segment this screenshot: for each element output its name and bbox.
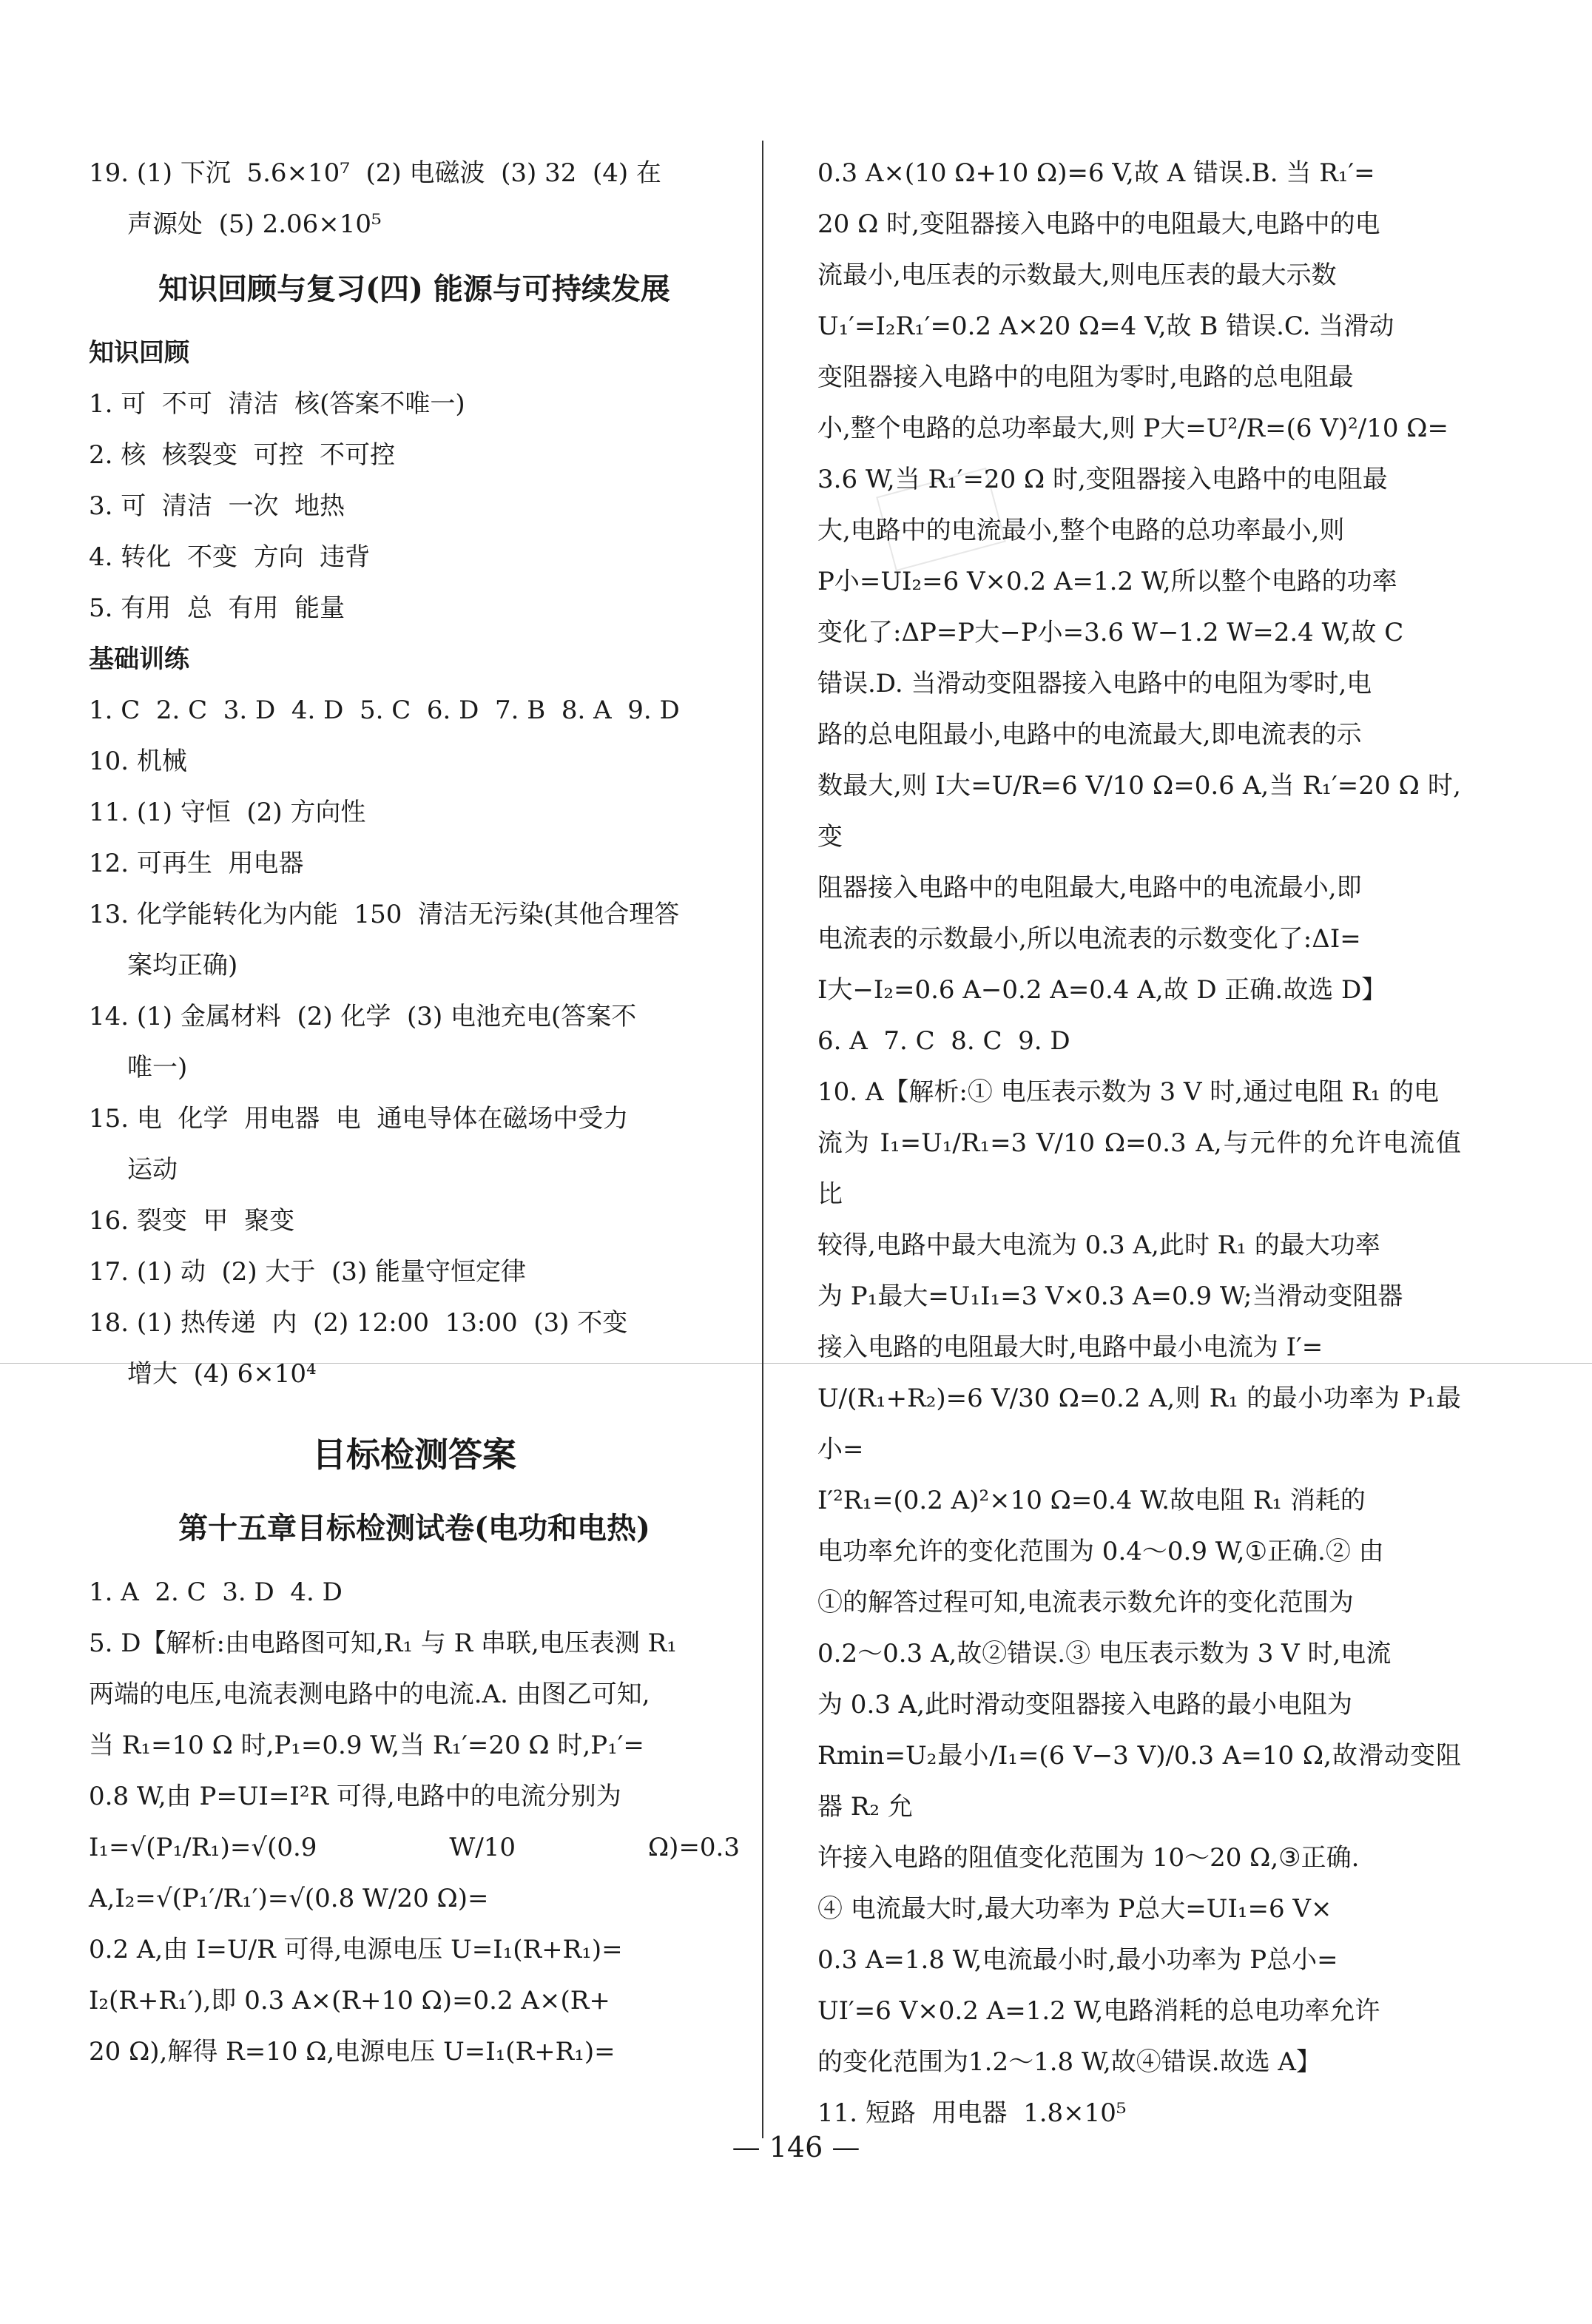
basic-answer: 16. 裂变 甲 聚变 (89, 1206, 295, 1236)
answer-10-line: Rmin=U₂最小/I₁=(6 V−3 V)/0.3 A=10 Ω,故滑动变阻器 R₂ 允 (817, 1741, 1461, 1822)
section-title: 知识回顾与复习(四) 能源与可持续发展 (158, 272, 670, 306)
answer-5-line: 20 Ω),解得 R=10 Ω,电源电压 U=I₁(R+R₁)= (89, 2037, 615, 2067)
review-answer: 5. 有用 总 有用 能量 (89, 593, 345, 623)
answer-5-line: 当 R₁=10 Ω 时,P₁=0.9 W,当 R₁′=20 Ω 时,P₁′= (89, 1731, 644, 1760)
basic-answer: 17. (1) 动 (2) 大于 (3) 能量守恒定律 (89, 1257, 527, 1287)
answer-5-cont: 变化了:ΔP=P大−P小=3.6 W−1.2 W=2.4 W,故 C (817, 618, 1404, 647)
answer-10-line: 为 P₁最大=U₁I₁=3 V×0.3 A=0.9 W;当滑动变阻器 (817, 1281, 1403, 1311)
answer-5-cont: U₁′=I₂R₁′=0.2 A×20 Ω=4 V,故 B 错误.C. 当滑动 (817, 311, 1394, 341)
answer-10-line: I′²R₁=(0.2 A)²×10 Ω=0.4 W.故电阻 R₁ 消耗的 (817, 1486, 1366, 1515)
basic-answer: 14. (1) 金属材料 (2) 化学 (3) 电池充电(答案不 (89, 1002, 637, 1031)
right-column (817, 148, 1461, 2139)
answer-5-cont: P小=UI₂=6 V×0.2 A=1.2 W,所以整个电路的功率 (817, 567, 1397, 596)
answer-10-line: 接入电路的电阻最大时,电路中最小电流为 I′= (817, 1333, 1323, 1362)
answer-10-line: 10. A【解析:① 电压表示数为 3 V 时,通过电阻 R₁ 的电 (817, 1077, 1439, 1107)
answer-10-line: ④ 电流最大时,最大功率为 P总大=UI₁=6 V× (817, 1894, 1332, 1924)
answer-5-line: 0.2 A,由 I=U/R 可得,电源电压 U=I₁(R+R₁)= (89, 1935, 623, 1964)
answer-10-line: ①的解答过程可知,电流表示数允许的变化范围为 (817, 1588, 1354, 1617)
answer-5-cont: 0.3 A×(10 Ω+10 Ω)=6 V,故 A 错误.B. 当 R₁′= (817, 158, 1375, 188)
basic-answer: 案均正确) (127, 951, 238, 980)
answer-10-line: 许接入电路的阻值变化范围为 10～20 Ω,③正确. (817, 1843, 1360, 1873)
answer-5-cont: 路的总电阻最小,电路中的电流最大,即电流表的示 (817, 720, 1362, 750)
answer-10-line: UI′=6 V×0.2 A=1.2 W,电路消耗的总电功率允许 (817, 1996, 1380, 2026)
answers-title: 目标检测答案 (312, 1435, 516, 1475)
basic-answer: 15. 电 化学 用电器 电 通电导体在磁场中受力 (89, 1104, 629, 1134)
answer-19-line2: 声源处 (5) 2.06×10⁵ (127, 209, 382, 239)
answer-5-cont: I大−I₂=0.6 A−0.2 A=0.4 A,故 D 正确.故选 D】 (817, 975, 1387, 1005)
answer-19-line1: 19. (1) 下沉 5.6×10⁷ (2) 电磁波 (3) 32 (4) 在 (89, 158, 661, 188)
answer-5-cont: 3.6 W,当 R₁′=20 Ω 时,变阻器接入电路中的电阻最 (817, 465, 1388, 494)
answer-5-line: 两端的电压,电流表测电路中的电流.A. 由图乙可知, (89, 1680, 650, 1709)
review-answer: 3. 可 清洁 一次 地热 (89, 491, 345, 521)
basic-answer: 运动 (127, 1155, 178, 1185)
answer-5-cont: 电流表的示数最小,所以电流表的示数变化了:ΔI= (817, 924, 1361, 954)
subheading-basic: 基础训练 (89, 644, 189, 674)
basic-answer: 唯一) (127, 1053, 188, 1082)
answer-5-cont: 数最大,则 I大=U/R=6 V/10 Ω=0.6 A,当 R₁′=20 Ω 时,变 (817, 771, 1461, 852)
answer-10-line: 较得,电路中最大电流为 0.3 A,此时 R₁ 的最大功率 (817, 1230, 1380, 1260)
basic-answer: 13. 化学能转化为内能 150 清洁无污染(其他合理答 (89, 900, 680, 929)
basic-answer: 增大 (4) 6×10⁴ (127, 1359, 317, 1389)
answer-10-line: 为 0.3 A,此时滑动变阻器接入电路的最小电阻为 (817, 1690, 1353, 1720)
chapter-title: 第十五章目标检测试卷(电功和电热) (178, 1511, 650, 1546)
basic-answer: 10. 机械 (89, 747, 187, 776)
answer-10-line: 0.3 A=1.8 W,电流最小时,最小功率为 P总小= (817, 1945, 1338, 1975)
answer-5-cont: 错误.D. 当滑动变阻器接入电路中的电阻为零时,电 (817, 669, 1372, 698)
answer-5-cont: 阻器接入电路中的电阻最大,电路中的电流最小,即 (817, 873, 1362, 903)
answer-5-line: 5. D【解析:由电路图可知,R₁ 与 R 串联,电压表测 R₁ (89, 1629, 677, 1658)
answer-10-line: 的变化范围为1.2～1.8 W,故④错误.故选 A】 (817, 2047, 1321, 2077)
subheading-review: 知识回顾 (89, 338, 189, 368)
answer-5-cont: 大,电路中的电流最小,整个电路的总功率最小,则 (817, 516, 1345, 545)
answer-5-line: 0.8 W,由 P=UI=I²R 可得,电路中的电流分别为 (89, 1782, 621, 1811)
answer-11: 11. 短路 用电器 1.8×10⁵ (817, 2098, 1127, 2128)
answer-5-cont: 流最小,电压表的示数最大,则电压表的最大示数 (817, 260, 1337, 290)
basic-answer: 18. (1) 热传递 内 (2) 12:00 13:00 (3) 不变 (89, 1308, 628, 1338)
answer-5-cont: 20 Ω 时,变阻器接入电路中的电阻最大,电路中的电 (817, 209, 1380, 239)
page-number: — 146 — (732, 2131, 860, 2163)
basic-answer: 1. C 2. C 3. D 4. D 5. C 6. D 7. B 8. A 9. D (89, 695, 680, 725)
answer-5-line: I₂(R+R₁′),即 0.3 A×(R+10 Ω)=0.2 A×(R+ (89, 1986, 610, 2015)
answers-6-9: 6. A 7. C 8. C 9. D (817, 1026, 1070, 1056)
review-answer: 2. 核 核裂变 可控 不可控 (89, 440, 396, 470)
answer-5-cont: 变阻器接入电路中的电阻为零时,电路的总电阻最 (817, 363, 1354, 392)
answer-5-line: I₁=√(P₁/R₁)=√(0.9 W/10 Ω)=0.3 A,I₂=√(P₁′/R₁′)=√(0.8 W/20 Ω)= (89, 1833, 748, 1913)
review-answer: 1. 可 不可 清洁 核(答案不唯一) (89, 389, 465, 419)
answer-10-line: U/(R₁+R₂)=6 V/30 Ω=0.2 A,则 R₁ 的最小功率为 P₁最小= (817, 1384, 1461, 1464)
basic-answer: 12. 可再生 用电器 (89, 849, 304, 878)
answer-10-line: 流为 I₁=U₁/R₁=3 V/10 Ω=0.3 A,与元件的允许电流值比 (817, 1128, 1461, 1209)
answer-10-line: 0.2～0.3 A,故②错误.③ 电压表示数为 3 V 时,电流 (817, 1639, 1392, 1668)
basic-answer: 11. (1) 守恒 (2) 方向性 (89, 798, 366, 827)
left-column (89, 148, 748, 2078)
answer-5-cont: 小,整个电路的总功率最大,则 P大=U²/R=(6 V)²/10 Ω= (817, 414, 1448, 443)
column-divider (762, 141, 763, 2138)
answer-10-line: 电功率允许的变化范围为 0.4～0.9 W,①正确.② 由 (817, 1537, 1384, 1566)
review-answer: 4. 转化 不变 方向 违背 (89, 542, 371, 572)
chapter-answers: 1. A 2. C 3. D 4. D (89, 1577, 343, 1607)
